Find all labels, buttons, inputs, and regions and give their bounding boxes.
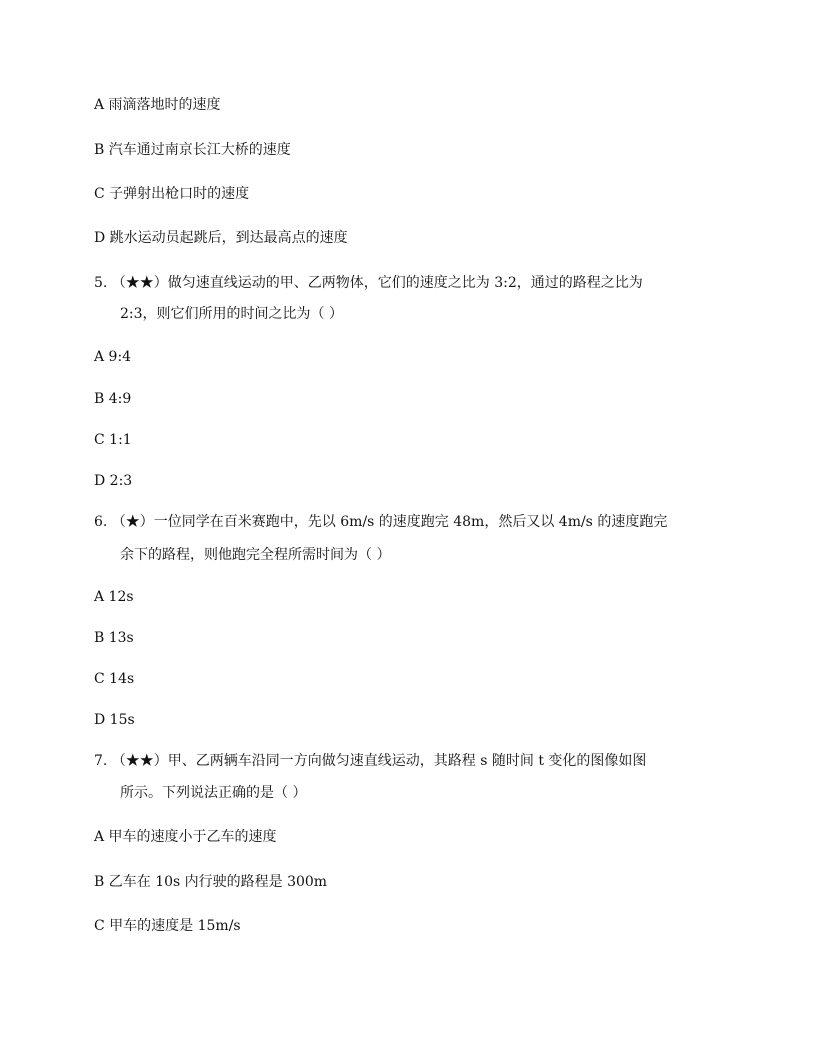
option-b: B 汽车通过南京长江大桥的速度: [94, 142, 291, 158]
question-5-option-c: C 1:1: [94, 432, 132, 448]
question-5-option-a: A 9:4: [94, 349, 132, 365]
question-7-text: 7. （★★）甲、乙两辆车沿同一方向做匀速直线运动，其路程 s 随时间 t 变化的图像如图: [94, 753, 647, 769]
option-c: C 子弹射出枪口时的速度: [94, 186, 250, 202]
question-5-option-b: B 4:9: [94, 391, 132, 407]
question-5-option-d: D 2:3: [94, 473, 133, 489]
question-7-option-a: A 甲车的速度小于乙车的速度: [94, 829, 277, 845]
option-a: A 雨滴落地时的速度: [94, 97, 221, 113]
option-d: D 跳水运动员起跳后，到达最高点的速度: [94, 230, 348, 246]
question-6-text-cont: 余下的路程，则他跑完全程所需时间为（ ）: [120, 547, 391, 563]
question-6-option-d: D 15s: [94, 712, 135, 728]
question-7-option-c: C 甲车的速度是 15m/s: [94, 918, 241, 934]
question-5-text-cont: 2:3，则它们所用的时间之比为（ ）: [120, 306, 343, 322]
question-6-option-b: B 13s: [94, 630, 134, 646]
question-6-option-a: A 12s: [94, 589, 134, 605]
question-6-text: 6. （★）一位同学在百米赛跑中，先以 6m/s 的速度跑完 48m，然后又以 4m/s 的速度跑完: [94, 514, 668, 530]
question-7-option-b: B 乙车在 10s 内行驶的路程是 300m: [94, 874, 328, 890]
question-6-option-c: C 14s: [94, 671, 135, 687]
question-5-text: 5. （★★）做匀速直线运动的甲、乙两物体，它们的速度之比为 3:2，通过的路程之比为: [94, 275, 643, 291]
question-7-text-cont: 所示。下列说法正确的是（ ）: [120, 785, 307, 801]
